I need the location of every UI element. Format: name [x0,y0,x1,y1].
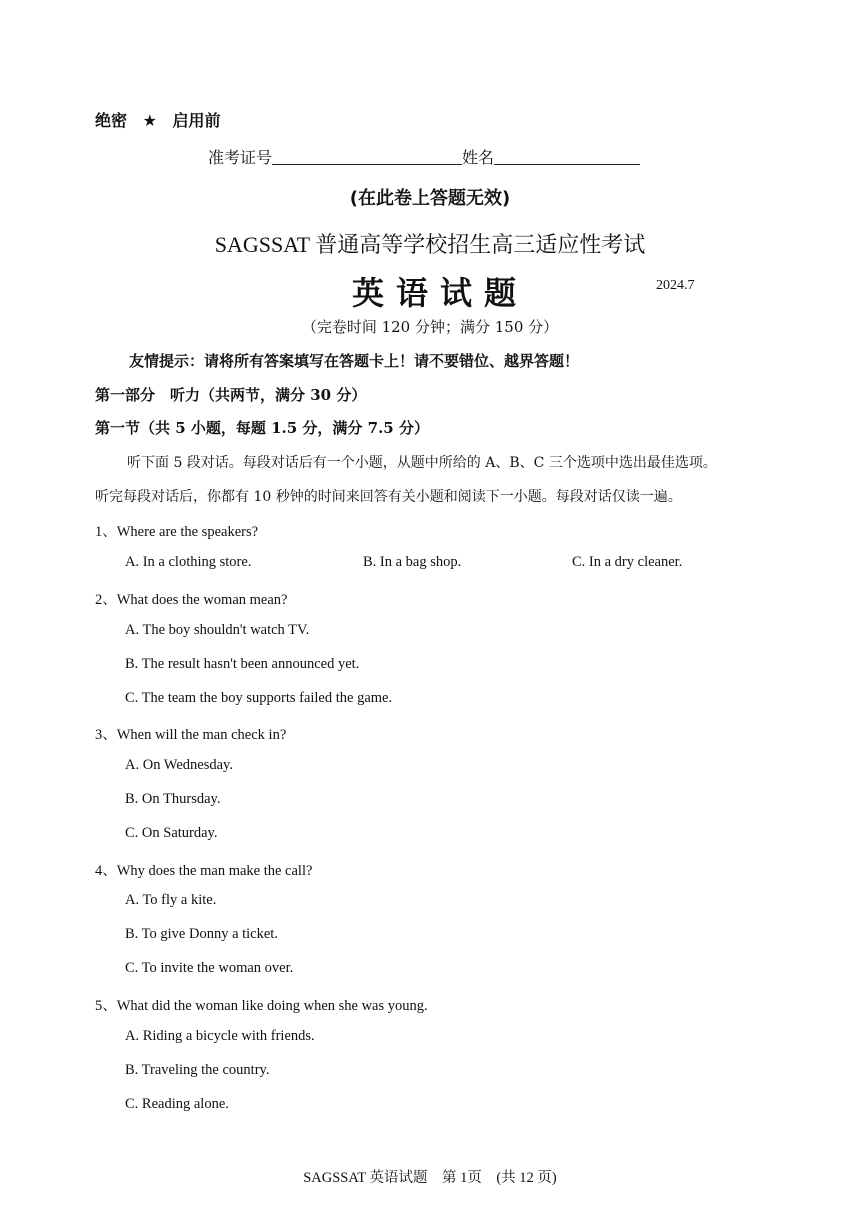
section-title: 第一节（共 5 小题，每题 1.5 分，满分 7.5 分） [95,419,429,437]
question-option: A. On Wednesday. [125,757,233,773]
instructions-line-2: 听完每段对话后，你都有 10 秒钟的时间来回答有关小题和阅读下一小题。每段对话仅读一遍。 [95,489,682,505]
friendly-tip: 友情提示：请将所有答案填写在答题卡上！请不要错位、越界答题！ [129,352,580,370]
question-stem: 4、Why does the man make the call? [95,863,313,879]
admission-number-blank[interactable] [272,148,462,165]
confidential-label: 绝密 [95,111,128,130]
question-option: B. The result hasn't been announced yet. [125,656,360,672]
question-option: C. The team the boy supports failed the game. [125,690,393,706]
admission-number-label: 准考证号 [208,148,273,167]
invalid-answer-notice: (在此卷上答题无效) [349,188,511,209]
question-stem: 2、What does the woman mean? [95,592,288,608]
question-option: B. On Thursday. [125,791,221,807]
name-blank[interactable] [494,148,640,165]
question-option: A. The boy shouldn't watch TV. [125,622,310,638]
question-stem: 3、When will the man check in? [95,727,287,743]
exam-name: SAGSSAT 普通高等学校招生高三适应性考试 [214,232,646,257]
question-option: A. In a clothing store. [125,554,252,570]
star-icon: ★ [142,111,157,130]
question-stem: 1、Where are the speakers? [95,524,259,540]
question-option: A. To fly a kite. [125,892,217,908]
question-option: C. Reading alone. [125,1096,229,1112]
part-title: 第一部分 听力（共两节，满分 30 分） [95,386,367,404]
name-label: 姓名 [462,148,495,167]
question-option: B. To give Donny a ticket. [125,926,278,942]
question-option: C. On Saturday. [125,825,218,841]
question-option: C. In a dry cleaner. [572,554,683,570]
exam-date: 2024.7 [656,278,695,293]
question-option: B. In a bag shop. [363,554,462,570]
subject-title: 英语试题 [352,274,529,312]
page-footer: SAGSSAT 英语试题 第 1页 (共 12 页) [303,1170,557,1186]
question-option: B. Traveling the country. [125,1062,270,1078]
time-and-score-info: （完卷时间 120 分钟；满分 150 分） [301,318,559,336]
question-stem: 5、What did the woman like doing when she was young. [95,998,428,1014]
confidential-mark [95,108,221,131]
before-use-label: 启用前 [172,111,221,130]
question-option: C. To invite the woman over. [125,960,294,976]
candidate-info-line [208,145,640,168]
instructions-line-1: 听下面 5 段对话。每段对话后有一个小题，从题中所给的 A、B、C 三个选项中选出最佳选项。 [127,455,717,471]
question-option: A. Riding a bicycle with friends. [125,1028,315,1044]
